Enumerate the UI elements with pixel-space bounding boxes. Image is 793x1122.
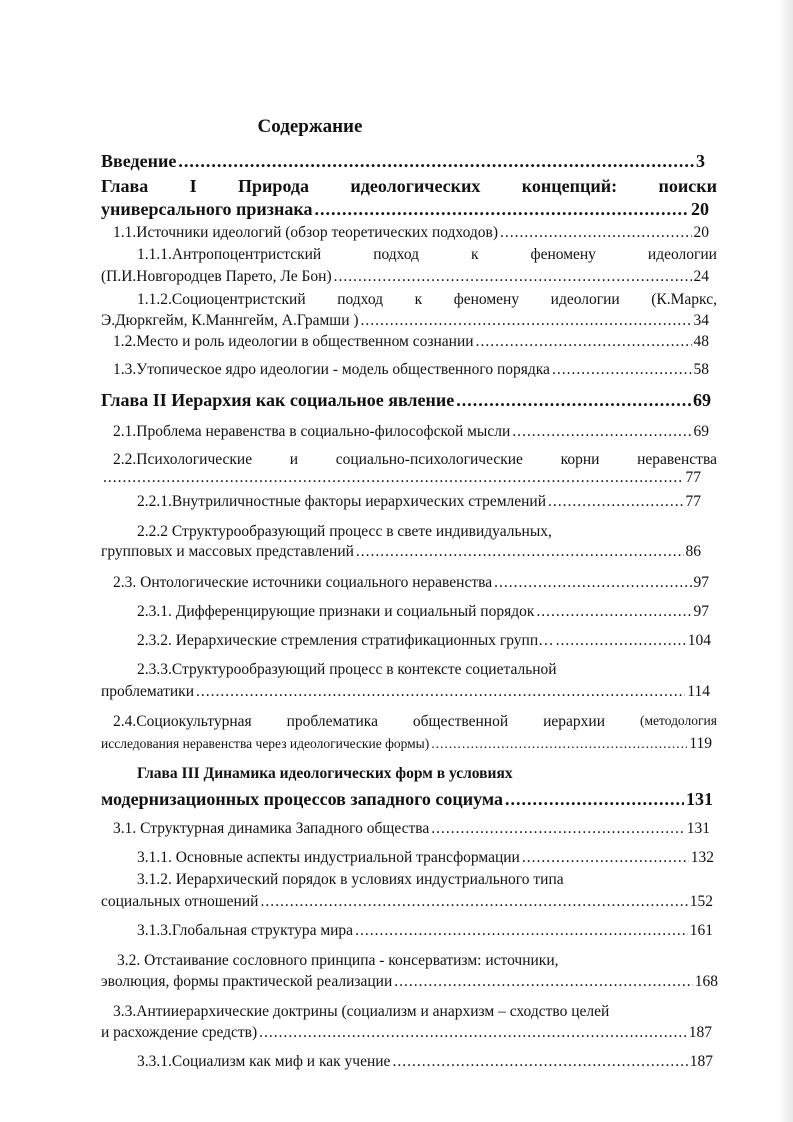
word: социально-психологические	[335, 451, 523, 468]
toc-entry-3-2-line-2	[101, 973, 718, 991]
entry-label: групповых и массовых представлений	[101, 543, 354, 560]
leader-dots	[505, 789, 684, 810]
word: подход	[337, 291, 384, 308]
leader-dots	[512, 423, 691, 441]
toc-entry-3-1-2-line-2	[101, 893, 713, 911]
entry-page: 77	[685, 493, 701, 510]
word: 1.1.2.Социоцентристский	[137, 291, 306, 308]
word: идеологических	[350, 176, 481, 196]
entry-label: 3.1.3.Глобальная структура мира	[137, 922, 354, 939]
entry-label: проблематики	[101, 683, 194, 700]
entry-page: 20	[693, 224, 709, 241]
entry-page: 168	[694, 973, 718, 990]
leader-dots	[178, 151, 694, 172]
entry-label: универсального признака	[101, 199, 313, 219]
leader-dots	[103, 469, 684, 487]
entry-page: 131	[686, 820, 710, 837]
entry-page: 24	[693, 268, 709, 285]
page-title: Содержание	[257, 116, 363, 137]
entry-page: 161	[689, 922, 713, 939]
toc-entry-2-2-line-2	[101, 469, 701, 487]
entry-page: 69	[693, 390, 711, 410]
word: корни	[560, 451, 600, 468]
toc-entry-2-3-3-line-2	[101, 683, 710, 701]
toc-entry-2-3-1	[137, 603, 709, 621]
toc-entry-2-4-line-1	[113, 713, 717, 731]
toc-entry-1-1-2-line-1	[137, 291, 717, 309]
entry-label: и расхождение средств)	[101, 1024, 258, 1041]
entry-label: 3.3.1.Социализм как миф и как учение	[137, 1053, 391, 1070]
toc-entry-chapter-3-line-1: Глава III Динамика идеологических форм в условиях	[137, 765, 513, 782]
entry-page: 132	[690, 849, 714, 866]
entry-label: 3.1. Структурная динамика Западного общества	[113, 820, 430, 837]
toc-entry-2-3	[113, 574, 709, 592]
leader-dots	[334, 268, 692, 286]
entry-label: 1.2.Место и роль идеологии в общественном сознании	[113, 333, 474, 350]
toc-entry-2-4-line-2	[101, 735, 712, 753]
leader-dots	[548, 493, 683, 511]
word: I	[189, 176, 197, 196]
word: к	[414, 291, 423, 308]
entry-page: 86	[685, 543, 701, 560]
leader-dots	[431, 820, 685, 838]
entry-label: Э.Дюркгейм, К.Маннгейм, А.Грамши )	[101, 312, 359, 329]
word: иерархии	[543, 713, 605, 730]
entry-page: 104	[687, 632, 711, 649]
word: подход	[373, 246, 420, 263]
leader-dots	[355, 922, 688, 940]
entry-label: эволюция, формы практической реализации	[101, 973, 393, 990]
entry-page: 34	[693, 312, 709, 329]
toc-entry-2-2-2-line-2	[101, 543, 701, 561]
toc-entry-1-1	[113, 224, 709, 242]
entry-label: 3.1.1. Основные аспекты индустриальной трансформации	[137, 849, 520, 866]
leader-dots	[456, 390, 691, 411]
entry-label: исследования неравенства через идеологические формы)	[101, 736, 430, 751]
toc-entry-1-2	[113, 333, 709, 351]
entry-label: 1.1.Источники идеологий (обзор теоретических подходов)	[113, 224, 499, 241]
entry-label: 2.1.Проблема неравенства в социально-философской мысли	[113, 423, 511, 440]
toc-entry-1-1-1-line-1	[137, 246, 717, 264]
entry-label: 2.3.2. Иерархические стремления стратификационных групп…	[137, 632, 554, 649]
entry-page: 187	[689, 1053, 713, 1070]
entry-label: (П.И.Новгородцев Парето, Ле Бон)	[101, 268, 332, 285]
toc-entry-chapter-2	[101, 390, 711, 411]
entry-label: социальных отношений	[101, 893, 259, 910]
word: поиски	[658, 176, 717, 196]
word: идеологии	[550, 291, 620, 308]
word: (методология	[639, 713, 717, 728]
leader-dots	[522, 849, 689, 867]
word: 2.4.Социокультурная	[113, 713, 252, 730]
entry-label: 2.3. Онтологические источники социального неравенства	[113, 574, 493, 591]
toc-entry-3-3-line-2	[101, 1024, 712, 1042]
word: и	[289, 451, 299, 468]
entry-label: 2.2.1.Внутриличностные факторы иерархических стремлений	[137, 493, 547, 510]
leader-dots	[392, 1053, 687, 1071]
word: (К.Маркс,	[651, 291, 717, 308]
toc-entry-3-3-line-1: 3.3.Антииерархические доктрины (социализм и анархизм – сходство целей	[113, 1003, 610, 1020]
toc-entry-1-1-1-line-2	[101, 268, 709, 286]
leader-dots	[556, 632, 686, 650]
leader-dots	[500, 224, 691, 242]
toc-entry-3-1	[113, 820, 710, 838]
word: неравенства	[637, 451, 717, 468]
word: Природа	[238, 176, 310, 196]
leader-dots	[394, 973, 692, 991]
leader-dots	[476, 333, 692, 351]
toc-entry-2-2-line-1	[113, 451, 717, 469]
toc-entry-1-3	[113, 361, 709, 379]
word: к	[471, 246, 479, 263]
scan-edge-shadow	[779, 0, 793, 1122]
entry-page: 3	[696, 151, 705, 171]
entry-label: 1.3.Утопическое ядро идеологии - модель общественного порядка	[113, 361, 550, 378]
toc-entry-3-2-line-1: 3.2. Отстаивание сословного принципа - консерватизм: источники,	[117, 952, 559, 969]
word: феномену	[530, 246, 596, 263]
word: концепций:	[521, 176, 618, 196]
word: проблематика	[286, 713, 378, 730]
toc-entry-2-2-2-line-1: 2.2.2 Структурообразующий процесс в свете индивидуальных,	[137, 523, 552, 540]
entry-page: 152	[689, 893, 713, 910]
leader-dots	[494, 574, 691, 592]
toc-entry-1-1-2-line-2	[101, 312, 709, 330]
word: идеологии	[647, 246, 717, 263]
leader-dots	[361, 312, 692, 330]
toc-entry-3-3-1	[137, 1053, 713, 1071]
toc-entry-3-1-2-line-1: 3.1.2. Иерархический порядок в условиях индустриального типа	[137, 871, 564, 888]
entry-page: 187	[688, 1024, 712, 1041]
leader-dots	[259, 1024, 687, 1042]
toc-entry-2-3-3-line-1: 2.3.3.Структурообразующий процесс в контексте социетальной	[137, 661, 557, 678]
leader-dots	[536, 603, 691, 621]
leader-dots	[356, 543, 684, 561]
toc-entry-intro	[101, 151, 705, 172]
entry-label: модернизационных процессов западного социума	[101, 789, 504, 809]
entry-page: 131	[686, 789, 713, 809]
leader-dots	[552, 361, 692, 379]
entry-page: 119	[689, 735, 712, 752]
entry-page: 69	[693, 423, 709, 440]
entry-page: 97	[693, 574, 709, 591]
entry-page: 114	[687, 683, 710, 700]
leader-dots	[431, 736, 687, 752]
entry-page: 77	[685, 469, 701, 486]
leader-dots	[196, 683, 685, 701]
toc-entry-2-2-1	[137, 493, 701, 511]
leader-dots	[315, 199, 690, 220]
entry-label: Глава II Иерархия как социальное явление	[101, 390, 455, 410]
word: феномену	[453, 291, 520, 308]
toc-entry-chapter-3-line-2	[101, 789, 713, 810]
entry-page: 48	[693, 333, 709, 350]
word: 1.1.1.Антропоцентристский	[137, 246, 322, 263]
toc-entry-3-1-1	[137, 849, 714, 867]
word: общественной	[412, 713, 509, 730]
toc-entry-chapter-1-line-1	[101, 176, 717, 197]
toc-entry-chapter-1-line-2	[101, 199, 709, 220]
word: Глава	[101, 176, 149, 196]
toc-entry-2-3-2	[137, 632, 711, 650]
entry-page: 97	[693, 603, 709, 620]
entry-label: Введение	[101, 151, 177, 171]
entry-page: 58	[693, 361, 709, 378]
toc-entry-2-1	[113, 423, 709, 441]
leader-dots	[260, 893, 687, 911]
word: 2.2.Психологические	[113, 451, 253, 468]
toc-entry-3-1-3	[137, 922, 713, 940]
entry-label: 2.3.1. Дифференцирующие признаки и социальный порядок	[137, 603, 535, 620]
entry-page: 20	[691, 199, 709, 219]
